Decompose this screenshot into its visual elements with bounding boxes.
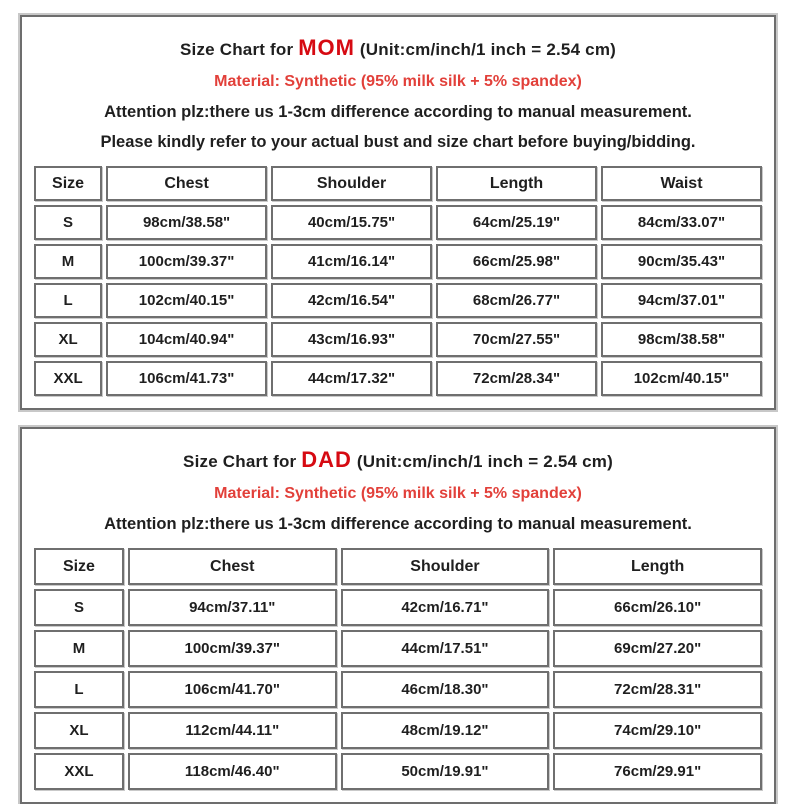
measurement-cell: 50cm/19.91" — [341, 753, 550, 790]
size-cell: XL — [34, 322, 102, 357]
size-cell: S — [34, 589, 124, 626]
measurement-cell: 42cm/16.54" — [271, 283, 432, 318]
measurement-cell: 102cm/40.15" — [601, 361, 762, 396]
header-row — [34, 166, 762, 201]
measurement-cell: 41cm/16.14" — [271, 244, 432, 279]
measurement-cell: 118cm/46.40" — [128, 753, 337, 790]
measurement-cell: 100cm/39.37" — [106, 244, 267, 279]
mom-title-suffix: (Unit:cm/inch/1 inch = 2.54 cm) — [355, 40, 616, 59]
measurement-cell: 98cm/38.58" — [106, 205, 267, 240]
mom-size-table — [30, 162, 766, 400]
size-cell: XXL — [34, 361, 102, 396]
table-row — [34, 589, 762, 626]
column-header-chest: Chest — [106, 166, 267, 201]
measurement-cell: 48cm/19.12" — [341, 712, 550, 749]
table-row — [34, 671, 762, 708]
measurement-cell: 66cm/25.98" — [436, 244, 597, 279]
measurement-cell: 69cm/27.20" — [553, 630, 762, 667]
measurement-cell: 64cm/25.19" — [436, 205, 597, 240]
measurement-cell: 84cm/33.07" — [601, 205, 762, 240]
mom-attention-line: Attention plz:there us 1-3cm difference according to manual measurement. — [104, 103, 692, 121]
measurement-cell: 90cm/35.43" — [601, 244, 762, 279]
size-cell: XXL — [34, 753, 124, 790]
table-row — [34, 753, 762, 790]
size-cell: XL — [34, 712, 124, 749]
header-row — [34, 548, 762, 585]
measurement-cell: 102cm/40.15" — [106, 283, 267, 318]
dad-panel-header — [30, 447, 766, 534]
dad-size-table — [30, 544, 766, 794]
dad-title — [30, 447, 766, 473]
mom-material-line: Material: Synthetic (95% milk silk + 5% spandex) — [214, 73, 582, 90]
measurement-cell: 42cm/16.71" — [341, 589, 550, 626]
column-header-size: Size — [34, 548, 124, 585]
measurement-cell: 44cm/17.51" — [341, 630, 550, 667]
measurement-cell: 46cm/18.30" — [341, 671, 550, 708]
column-header-length: Length — [553, 548, 762, 585]
mom-size-chart-panel — [20, 15, 776, 410]
column-header-shoulder: Shoulder — [271, 166, 432, 201]
table-row — [34, 630, 762, 667]
column-header-shoulder: Shoulder — [341, 548, 550, 585]
measurement-cell: 40cm/15.75" — [271, 205, 432, 240]
measurement-cell: 94cm/37.01" — [601, 283, 762, 318]
mom-note-line: Please kindly refer to your actual bust and size chart before buying/bidding. — [100, 133, 696, 151]
column-header-length: Length — [436, 166, 597, 201]
measurement-cell: 100cm/39.37" — [128, 630, 337, 667]
table-row — [34, 283, 762, 318]
mom-panel-header — [30, 35, 766, 152]
column-header-chest: Chest — [128, 548, 337, 585]
measurement-cell: 43cm/16.93" — [271, 322, 432, 357]
measurement-cell: 106cm/41.73" — [106, 361, 267, 396]
size-cell: L — [34, 671, 124, 708]
table-row — [34, 205, 762, 240]
mom-title-prefix: Size Chart for — [179, 40, 299, 59]
dad-material-line: Material: Synthetic (95% milk silk + 5% spandex) — [214, 485, 582, 502]
dad-attention-line: Attention plz:there us 1-3cm difference according to manual measurement. — [104, 515, 692, 533]
size-cell: S — [34, 205, 102, 240]
table-row — [34, 244, 762, 279]
measurement-cell: 104cm/40.94" — [106, 322, 267, 357]
measurement-cell: 70cm/27.55" — [436, 322, 597, 357]
mom-title-name: MOM — [298, 35, 355, 60]
table-row — [34, 712, 762, 749]
dad-title-suffix: (Unit:cm/inch/1 inch = 2.54 cm) — [351, 452, 613, 471]
measurement-cell: 76cm/29.91" — [553, 753, 762, 790]
measurement-cell: 66cm/26.10" — [553, 589, 762, 626]
measurement-cell: 72cm/28.34" — [436, 361, 597, 396]
dad-title-name: DAD — [301, 447, 352, 472]
size-cell: M — [34, 244, 102, 279]
measurement-cell: 74cm/29.10" — [553, 712, 762, 749]
mom-title — [30, 35, 766, 61]
measurement-cell: 68cm/26.77" — [436, 283, 597, 318]
size-cell: L — [34, 283, 102, 318]
measurement-cell: 94cm/37.11" — [128, 589, 337, 626]
dad-title-prefix: Size Chart for — [183, 452, 302, 471]
table-row — [34, 322, 762, 357]
dad-size-chart-panel — [20, 427, 776, 804]
column-header-size: Size — [34, 166, 102, 201]
measurement-cell: 44cm/17.32" — [271, 361, 432, 396]
measurement-cell: 72cm/28.31" — [553, 671, 762, 708]
size-cell: M — [34, 630, 124, 667]
measurement-cell: 112cm/44.11" — [128, 712, 337, 749]
table-row — [34, 361, 762, 396]
column-header-waist: Waist — [601, 166, 762, 201]
measurement-cell: 98cm/38.58" — [601, 322, 762, 357]
measurement-cell: 106cm/41.70" — [128, 671, 337, 708]
